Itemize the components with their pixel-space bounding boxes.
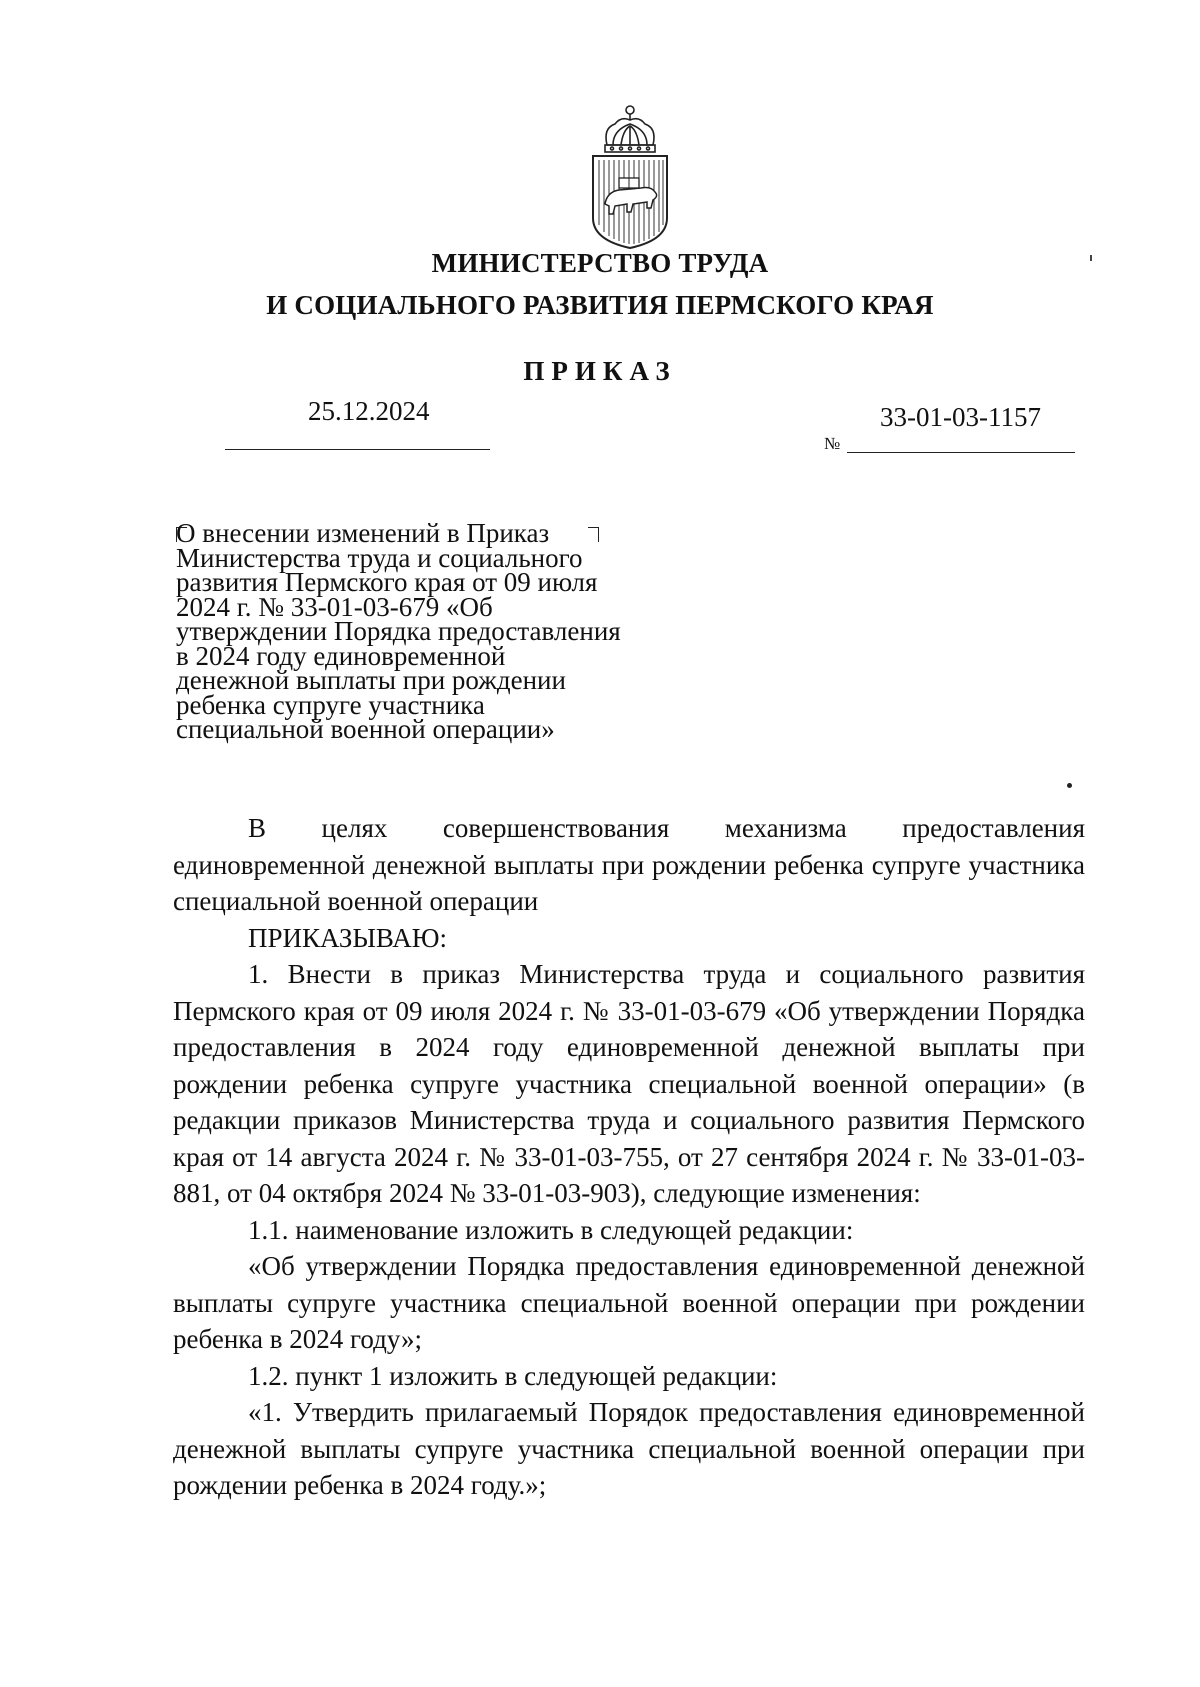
number-underline	[847, 452, 1075, 453]
document-subject	[176, 518, 656, 744]
subject-line: 2024 г. № 33-01-03-679 «Об	[176, 591, 493, 622]
body-paragraph: В целях совершенствования механизма предоставления единовременной денежной выплаты при рождении ребенка супруге участника специальной военной операции	[173, 813, 1085, 916]
document-number: 33-01-03-1157	[880, 402, 1041, 432]
document-type-title: ПРИКАЗ	[523, 356, 677, 386]
document-body	[173, 810, 1085, 1504]
coat-of-arms-icon	[585, 100, 675, 250]
body-paragraph: 1. Внести в приказ Министерства труда и социального развития Пермского края от 09 июля 2024 г. № 33-01-03-679 «Об утверждении Порядка предоставления в 2024 году единовременной денежной выплаты при рождении ребенка супруге участника специальной военной операции» (в редакции приказов Министерства труда и социального развития Пермского края от 14 августа 2024 г. № 33-01-03-755, от 27 сентября 2024 г. № 33-01-03-881, от 04 октября 2024 № 33-01-03-903), следующие изменения:	[173, 959, 1085, 1208]
ministry-title-line2: И СОЦИАЛЬНОГО РАЗВИТИЯ ПЕРМСКОГО КРАЯ	[266, 290, 934, 320]
subject-line: Министерства труда и социального	[176, 542, 583, 573]
subject-line: в 2024 году единовременной	[176, 640, 506, 671]
body-paragraph: «Об утверждении Порядка предоставления единовременной денежной выплаты супруге участника специальной военной операции при рождении ребенка в 2024 году»;	[173, 1251, 1085, 1354]
scan-mark	[1090, 255, 1092, 261]
subject-line: О внесении изменений в Приказ	[176, 518, 550, 548]
date-underline	[225, 449, 490, 450]
subject-line: развития Пермского края от 09 июля	[176, 567, 598, 597]
ministry-title-line1: МИНИСТЕРСТВО ТРУДА	[431, 248, 769, 278]
body-paragraph: «1. Утвердить прилагаемый Порядок предоставления единовременной денежной выплаты супруге участника специальной военной операции при рождении ребенка в 2024 году.»;	[173, 1397, 1085, 1500]
number-sign: №	[824, 434, 841, 453]
subject-line: ребенка супруге участника	[176, 689, 485, 720]
body-paragraph: 1.1. наименование изложить в следующей редакции:	[248, 1214, 854, 1245]
subject-line: утверждении Порядка предоставления	[176, 616, 621, 646]
subject-line: денежной выплаты при рождении	[176, 665, 566, 695]
body-paragraph: 1.2. пункт 1 изложить в следующей редакции:	[248, 1360, 778, 1391]
subject-line: специальной военной операции»	[176, 714, 555, 744]
scan-speck	[1067, 783, 1072, 788]
order-command: ПРИКАЗЫВАЮ:	[248, 922, 447, 953]
document-date: 25.12.2024	[308, 396, 430, 426]
